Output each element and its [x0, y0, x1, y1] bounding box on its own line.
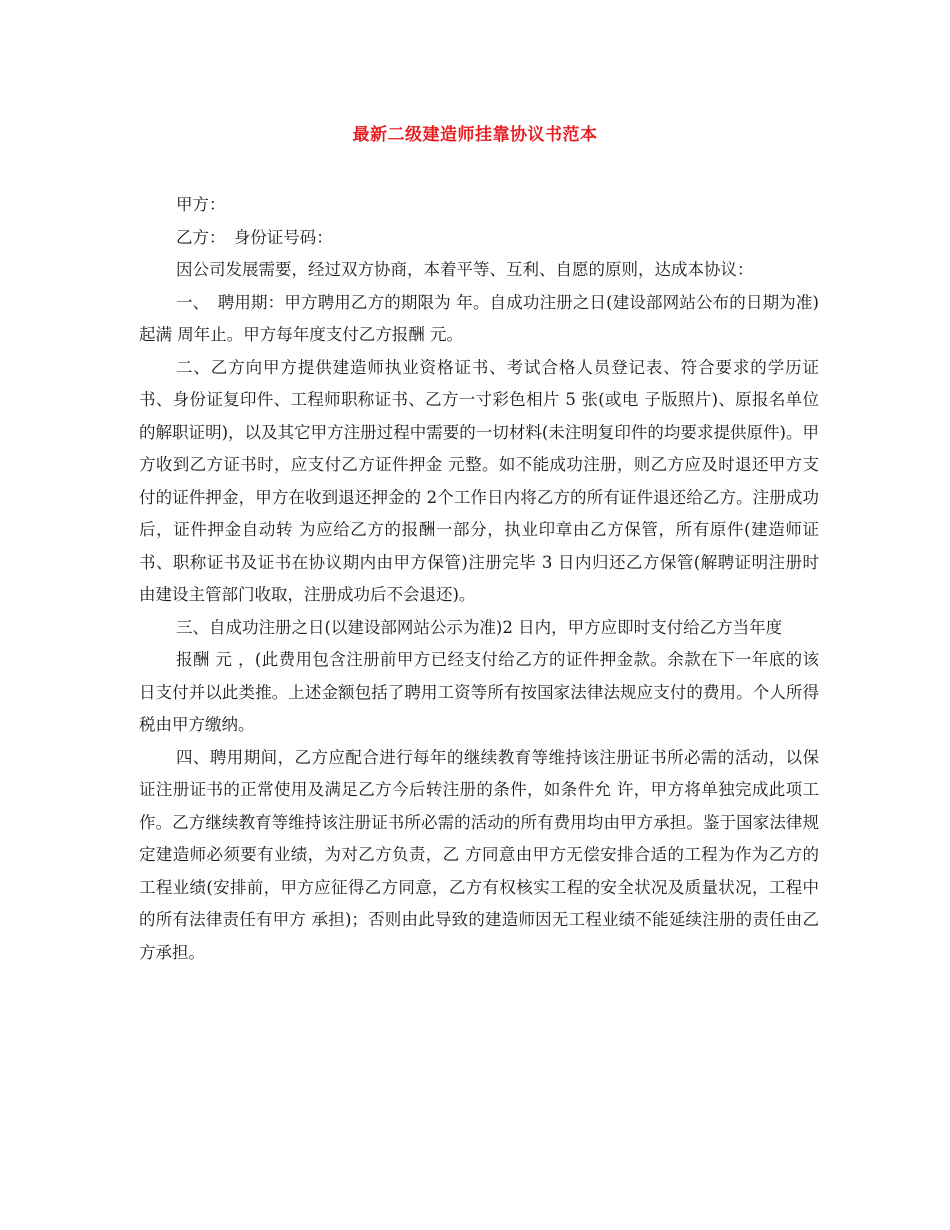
clause-3-continuation-paragraph: 报酬 元 ，(此费用包含注册前甲方已经支付给乙方的证件押金款。余款在下一年底的该日支付并以此类推。上述金额包括了聘用工资等所有按国家法律法规应支付的费用。个人所得税由甲方缴纳。 [139, 650, 819, 734]
clause-3-paragraph: 三、自成功注册之日(以建设部网站公示为准)2 日内，甲方应即时支付给乙方当年度 [176, 617, 783, 637]
document-title: 最新二级建造师挂靠协议书范本 [352, 125, 598, 145]
clause-4-paragraph: 四、聘用期间，乙方应配合进行每年的继续教育等维持该注册证书所必需的活动，以保证注册证书的正常使用及满足乙方今后转注册的条件，如条件允 许，甲方将单独完成此项工作。乙方继续教育等维持该注册证书所必需的活动的所有费用均由甲方承担。鉴于国家法律规定建造师必须要有业绩，为对乙方负责，乙 方同意由甲方无偿安排合适的工程为作为乙方的工程业绩(安排前，甲方应征得乙方同意，乙方有权核实工程的安全状况及质量状况，工程中的所有法律责任有甲方 承担)；否则由此导致的建造师因无工程业绩不能延续注册的责任由乙方承担。 [139, 747, 819, 962]
clause-1-paragraph: 一、 聘用期：甲方聘用乙方的期限为 年。自成功注册之日(建设部网站公布的日期为准)起满 周年止。甲方每年度支付乙方报酬 元。 [139, 292, 819, 344]
party-a-line: 甲方： [176, 195, 226, 214]
preamble-paragraph: 因公司发展需要，经过双方协商，本着平等、互利、自愿的原则，达成本协议： [176, 260, 754, 279]
clause-2-paragraph: 二、乙方向甲方提供建造师执业资格证书、考试合格人员登记表、符合要求的学历证书、身份证复印件、工程师职称证书、乙方一寸彩色相片 5 张(或电 子版照片)、原报名单位的解职证明)，以及其它甲方注册过程中需要的一切材料(未注明复印件的均要求提供原件)。甲方收到乙方证书时，应支付乙方证件押金 元整。如不能成功注册，则乙方应及时退还甲方支付的证件押金，甲方在收到退还押金的 2个工作日内将乙方的所有证件退还给乙方。注册成功后，证件押金自动转 为应给乙方的报酬一部分，执业印章由乙方保管，所有原件(建造师证书、职称证书及证书在协议期内由甲方保管)注册完毕 3 日内归还乙方保管(解聘证明注册时 由建设主管部门收取，注册成功后不会退还)。 [139, 357, 819, 604]
document-body [139, 189, 819, 969]
party-b-line: 乙方： 身份证号码： [176, 227, 333, 247]
